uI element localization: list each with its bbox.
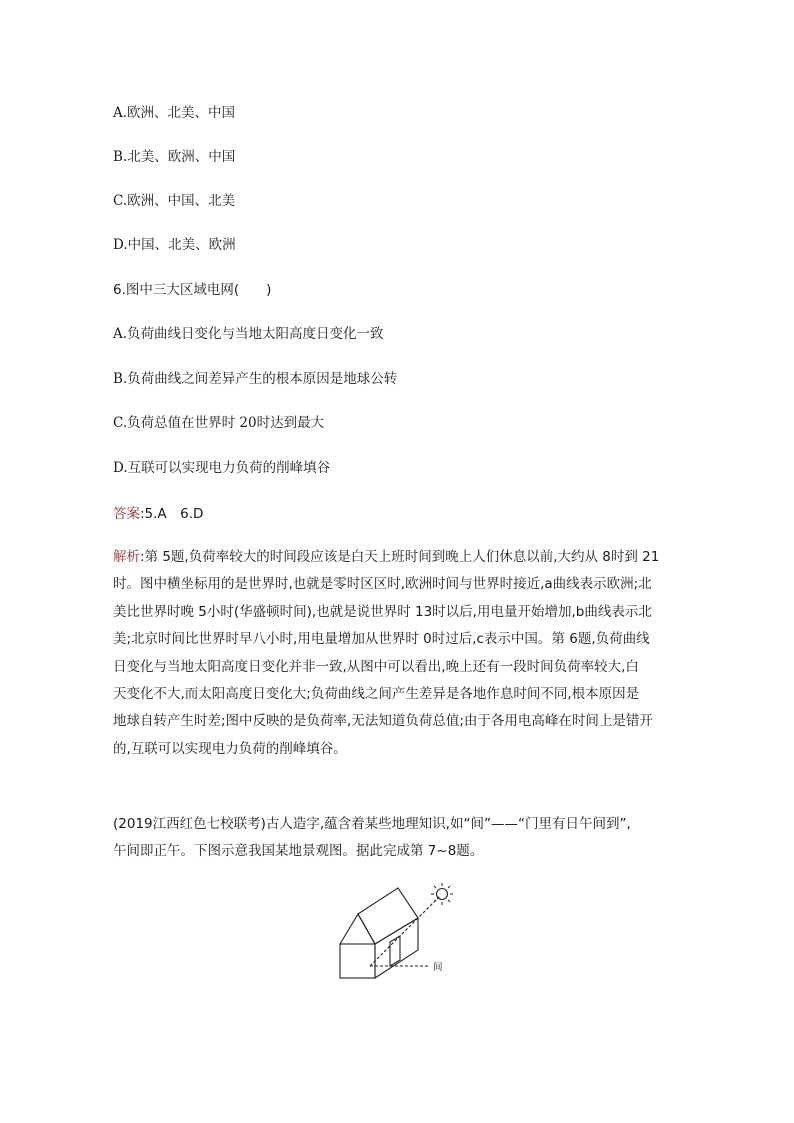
figure-label: 间 <box>433 962 443 973</box>
q6-option-b: B.负荷曲线之间差异产生的根本原因是地球公转 <box>113 371 398 387</box>
analysis-label: 解析 <box>113 549 140 565</box>
analysis-paragraph <box>113 544 683 763</box>
analysis-line-5: 日变化与当地太阳高度日变化并非一致,从图中可以看出,晚上还有一段时间负荷率较大,白 <box>113 658 639 675</box>
analysis-line-3: 美比世界时晚 5小时(华盛顿时间),也就是说世界时 13时以后,用电量开始增加,b曲线表示北 <box>113 603 652 620</box>
intro-line-2: 午间即正午。下图示意我国某地景观图。据此完成第 7~8题。 <box>113 843 484 860</box>
house-gable <box>340 914 375 944</box>
analysis-line-1-text: :第 5题,负荷率较大的时间段应该是白天上班时间到晚上人们休息以前,大约从 8时到 21 <box>140 549 660 565</box>
q5-option-c: C.欧洲、中国、北美 <box>113 193 236 209</box>
q5-option-a: A.欧洲、北美、中国 <box>113 105 236 121</box>
analysis-line-7: 地球自转产生时差;图中反映的是负荷率,无法知道负荷总值;由于各用电高峰在时间上是错开 <box>113 713 653 730</box>
sun-icon <box>437 889 448 900</box>
answer-label: 答案 <box>113 506 140 522</box>
analysis-line-4: 美;北京时间比世界时早八小时,用电量增加从世界时 0时过后,c表示中国。第 6题,负荷曲线 <box>113 631 650 648</box>
q6-option-a: A.负荷曲线日变化与当地太阳高度日变化一致 <box>113 326 384 342</box>
answer-text: :5.A 6.D <box>140 506 204 522</box>
q5-option-d: D.中国、北美、欧洲 <box>113 237 236 253</box>
house-side-wall <box>375 918 418 978</box>
analysis-line-6: 天变化不大,而太阳高度日变化大;负荷曲线之间产生差异是各地作息时间不同,根本原因是 <box>113 686 640 703</box>
q6-stem: 6.图中三大区域电网( ) <box>113 282 272 298</box>
sun-ray <box>370 896 440 966</box>
house-front-wall <box>340 944 375 978</box>
analysis-line-2: 时。图中横坐标用的是世界时,也就是零时区区时,欧洲时间与世界时接近,a曲线表示欧洲;北 <box>113 576 652 593</box>
analysis-line-1 <box>113 544 683 571</box>
answer-line <box>113 504 203 524</box>
sun-rays-icon <box>431 883 453 905</box>
q6-option-d: D.互联可以实现电力负荷的削峰填谷 <box>113 460 331 476</box>
q5-option-b: B.北美、欧洲、中国 <box>113 149 236 165</box>
intro-line-1: (2019江西红色七校联考)古人造字,蕴含着某些地理知识,如“间”——“门里有日午间到”, <box>113 816 631 832</box>
q6-option-c: C.负荷总值在世界时 20时达到最大 <box>113 415 325 431</box>
analysis-line-8: 的,互联可以实现电力负荷的削峰填谷。 <box>113 740 347 757</box>
house-sun-figure <box>330 880 470 985</box>
intro-paragraph <box>113 811 683 866</box>
